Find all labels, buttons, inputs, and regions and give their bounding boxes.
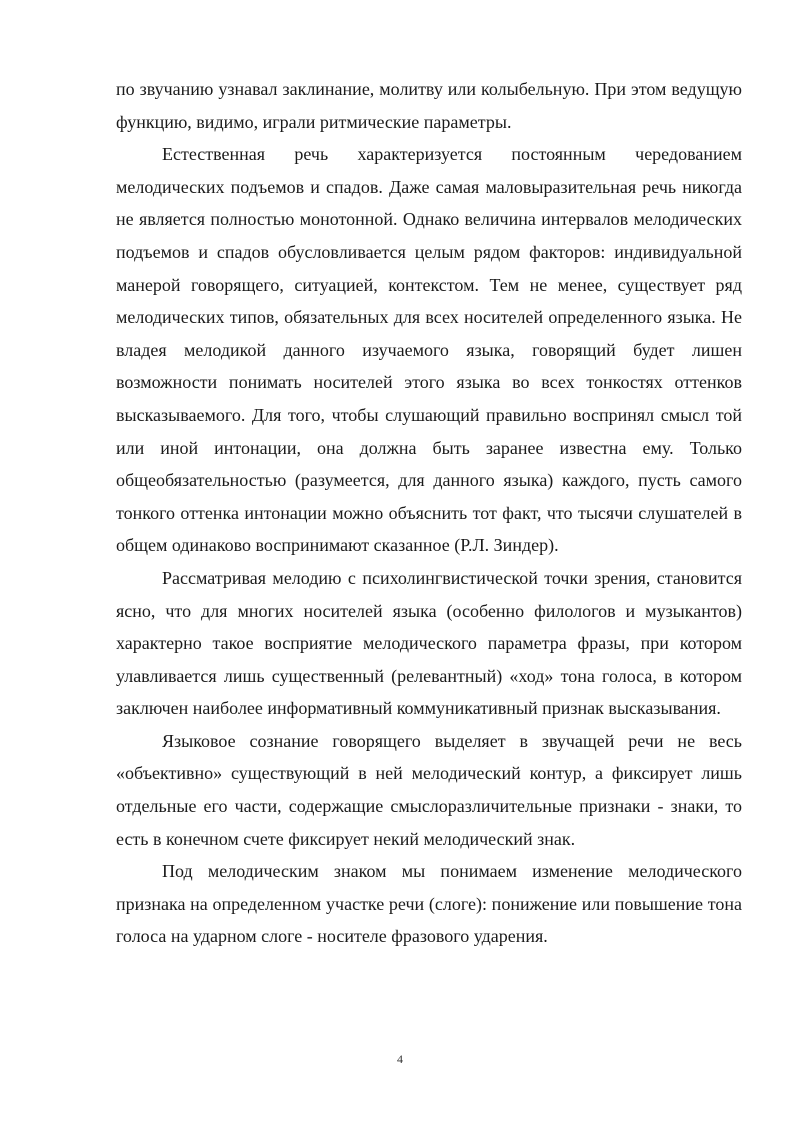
paragraph-melodic-sign: Под мелодическим знаком мы понимаем изменение мелодического признака на определенном участке речи (слоге): понижение или повышение тона голоса на ударном слоге - носителе фразового ударения.: [116, 861, 742, 947]
document-body: [116, 73, 742, 953]
paragraph-psycholinguistic: Рассматривая мелодию с психолингвистической точки зрения, становится ясно, что для многих носителей языка (особенно филологов и музыкантов) характерно такое восприятие мелодического параметра фразы, при котором улавливается лишь существенный (релевантный) «ход» тона голоса, в котором заключен наиболее информативный коммуникативный признак высказывания.: [116, 567, 742, 719]
paragraph-continuation: по звучанию узнавал заклинание, молитву или колыбельную. При этом ведущую функцию, видимо, играли ритмические параметры.: [116, 79, 742, 132]
page-number: 4: [397, 1052, 403, 1066]
paragraph-natural-speech: Естественная речь характеризуется постоянным чередованием мелодических подъемов и спадов. Даже самая маловыразительная речь никогда не является полностью монотонной. Однако величина интервалов мелодических подъемов и спадов обусловливается целым рядом факторов: индивидуальной манерой говорящего, ситуацией, контекстом. Тем не менее, существует ряд мелодических типов, обязательных для всех носителей определенного языка. Не владея мелодикой данного изучаемого языка, говорящий будет лишен возможности понимать носителей этого языка во всех тонкостях оттенков высказываемого. Для того, чтобы слушающий правильно воспринял смысл той или иной интонации, она должна быть заранее известна ему. Только общеобязательностью (разумеется, для данного языка) каждого, пусть самого тонкого оттенка интонации можно объяснить тот факт, что тысячи слушателей в общем одинаково воспринимают сказанное (Р.Л. Зиндер).: [116, 144, 742, 556]
paragraph-language-consciousness: Языковое сознание говорящего выделяет в звучащей речи не весь «объективно» существующий в ней мелодический контур, а фиксирует лишь отдельные его части, содержащие смыслоразличительные признаки - знаки, то есть в конечном счете фиксирует некий мелодический знак.: [116, 730, 742, 849]
